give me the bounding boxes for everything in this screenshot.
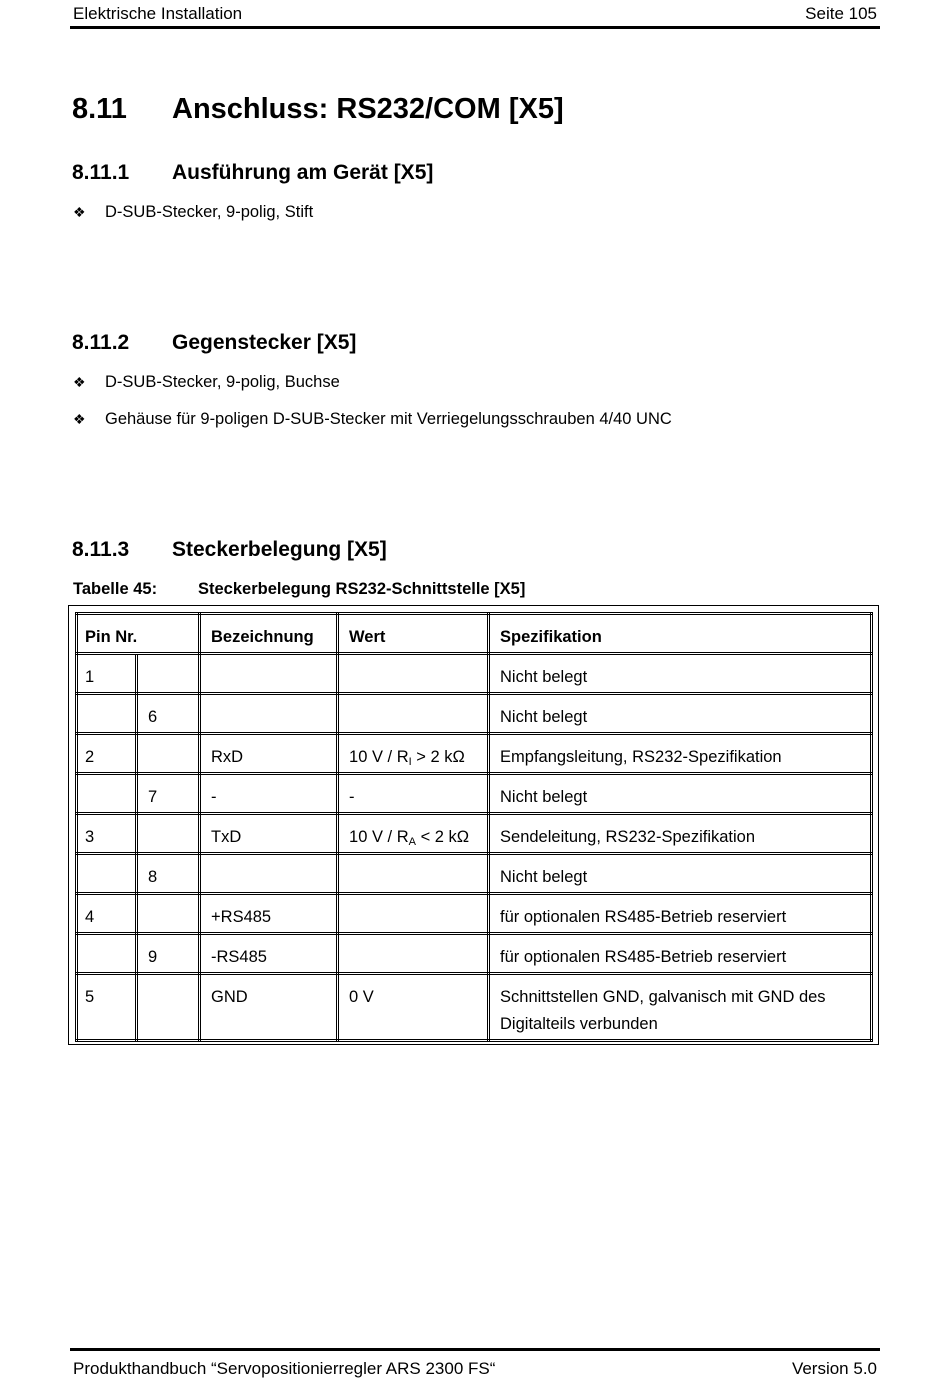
pin-cell-odd: 3 <box>77 814 137 854</box>
pin-cell-odd: 2 <box>77 734 137 774</box>
subsection-title: Steckerbelegung [X5] <box>172 538 387 561</box>
pin-cell-odd <box>77 774 137 814</box>
value-subscript: I <box>408 756 412 768</box>
column-header-value: Wert <box>338 614 489 654</box>
spec-cell: Nicht belegt <box>489 774 872 814</box>
value-tail: < 2 kΩ <box>415 828 470 846</box>
section-heading <box>72 93 564 126</box>
subsection-number: 8.11.3 <box>72 538 130 561</box>
pin-cell-even: 7 <box>137 774 200 814</box>
value-cell <box>338 774 489 814</box>
table-header-row <box>77 614 872 654</box>
value-main: 10 V / R <box>349 748 409 766</box>
table-row <box>77 654 872 694</box>
value-cell <box>338 814 489 854</box>
subsection-heading-1 <box>72 161 433 185</box>
value-tail: > 2 kΩ <box>411 748 465 766</box>
value-main: 10 V / R <box>349 828 409 846</box>
spec-cell: Schnittstellen GND, galvanisch mit GND des Digitalteils verbunden <box>489 974 872 1041</box>
value-cell <box>338 654 489 694</box>
value-cell <box>338 854 489 894</box>
name-cell: - <box>200 774 338 814</box>
spec-cell: Empfangsleitung, RS232-Spezifikation <box>489 734 872 774</box>
table-row <box>77 734 872 774</box>
header-rule <box>70 26 880 29</box>
table-row <box>77 974 872 1041</box>
name-cell: +RS485 <box>200 894 338 934</box>
bullet-text: D-SUB-Stecker, 9-polig, Buchse <box>105 373 340 391</box>
subsection-title: Ausführung am Gerät [X5] <box>172 161 434 184</box>
subsection-number: 8.11.2 <box>72 331 130 354</box>
pin-cell-even: 9 <box>137 934 200 974</box>
value-subscript: A <box>408 836 416 848</box>
table-row <box>77 894 872 934</box>
spec-cell: Sendeleitung, RS232-Spezifikation <box>489 814 872 854</box>
pin-cell-even <box>137 734 200 774</box>
value-cell <box>338 934 489 974</box>
pin-assignment-table <box>75 612 873 1042</box>
spec-cell: Nicht belegt <box>489 654 872 694</box>
bullet-item <box>73 410 672 429</box>
pin-cell-even <box>137 974 200 1041</box>
value-cell <box>338 974 489 1041</box>
subsection-title: Gegenstecker [X5] <box>172 331 357 354</box>
section-title: Anschluss: RS232/COM [X5] <box>172 93 564 125</box>
value-main: 0 V <box>349 988 374 1006</box>
spec-cell: Nicht belegt <box>489 694 872 734</box>
bullet-item <box>73 373 340 392</box>
subsection-number: 8.11.1 <box>72 161 130 184</box>
pin-cell-even <box>137 814 200 854</box>
name-cell: GND <box>200 974 338 1041</box>
diamond-bullet-icon: ❖ <box>73 204 86 220</box>
name-cell <box>200 854 338 894</box>
spec-cell: für optionalen RS485-Betrieb reserviert <box>489 934 872 974</box>
table-caption-label: Tabelle 45: <box>73 580 158 598</box>
name-cell: TxD <box>200 814 338 854</box>
spec-cell: für optionalen RS485-Betrieb reserviert <box>489 894 872 934</box>
column-header-name: Bezeichnung <box>200 614 338 654</box>
table-row <box>77 854 872 894</box>
footer-title: Produkthandbuch “Servopositionierregler ARS 2300 FS“ <box>73 1359 496 1378</box>
pin-cell-odd <box>77 854 137 894</box>
pin-cell-odd: 5 <box>77 974 137 1041</box>
name-cell: RxD <box>200 734 338 774</box>
pin-cell-odd: 1 <box>77 654 137 694</box>
page-number: Seite 105 <box>805 4 877 23</box>
subsection-heading-2 <box>72 331 356 355</box>
table-row <box>77 934 872 974</box>
table-caption <box>73 580 525 599</box>
diamond-bullet-icon: ❖ <box>73 411 86 427</box>
table-caption-text: Steckerbelegung RS232-Schnittstelle [X5] <box>198 580 526 598</box>
table-row <box>77 694 872 734</box>
table-row <box>77 774 872 814</box>
bullet-item <box>73 203 313 222</box>
pin-cell-odd <box>77 934 137 974</box>
value-cell <box>338 734 489 774</box>
table-row <box>77 814 872 854</box>
column-header-spec: Spezifikation <box>489 614 872 654</box>
bullet-text: D-SUB-Stecker, 9-polig, Stift <box>105 203 314 221</box>
pin-cell-even <box>137 654 200 694</box>
section-number: 8.11 <box>72 93 127 125</box>
pin-cell-even: 6 <box>137 694 200 734</box>
spec-cell: Nicht belegt <box>489 854 872 894</box>
subsection-heading-3 <box>72 538 387 562</box>
footer-version: Version 5.0 <box>791 1359 877 1378</box>
pin-cell-even <box>137 894 200 934</box>
pin-cell-odd: 4 <box>77 894 137 934</box>
value-cell <box>338 894 489 934</box>
value-cell <box>338 694 489 734</box>
name-cell <box>200 694 338 734</box>
footer-rule <box>70 1348 880 1351</box>
page-header-title: Elektrische Installation <box>73 4 243 23</box>
name-cell: -RS485 <box>200 934 338 974</box>
bullet-text: Gehäuse für 9-poligen D-SUB-Stecker mit Verriegelungsschrauben 4/40 UNC <box>105 410 672 428</box>
column-header-pin: Pin Nr. <box>77 614 200 654</box>
value-main: - <box>349 788 355 806</box>
diamond-bullet-icon: ❖ <box>73 374 86 390</box>
pin-cell-odd <box>77 694 137 734</box>
name-cell <box>200 654 338 694</box>
pin-cell-even: 8 <box>137 854 200 894</box>
